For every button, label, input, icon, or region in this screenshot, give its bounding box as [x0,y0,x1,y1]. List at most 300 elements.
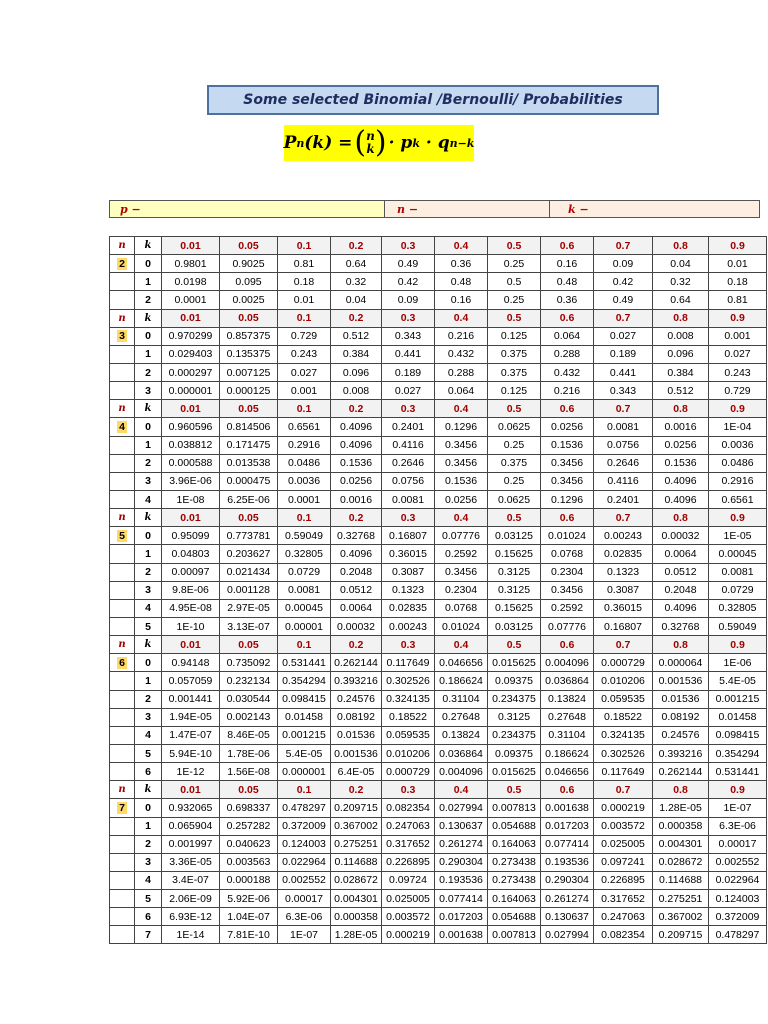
probability-cell: 0.288 [435,363,488,381]
table-row [110,472,767,490]
p-header-cell: 0.01 [162,400,220,418]
probability-cell: 0.000475 [220,472,278,490]
probability-cell: 0.3125 [488,563,541,581]
probability-cell: 0.000001 [162,382,220,400]
probability-cell: 6.93E-12 [162,908,220,926]
probability-cell: 0.531441 [278,654,331,672]
p-header-cell: 0.05 [220,400,278,418]
probability-cell: 5.92E-06 [220,890,278,908]
probability-cell: 0.003572 [594,817,653,835]
probability-cell: 0.193536 [541,853,594,871]
probability-cell: 0.04803 [162,545,220,563]
probability-cell: 7.81E-10 [220,926,278,944]
p-header-cell: 0.05 [220,781,278,799]
probability-cell: 0.03125 [488,617,541,635]
probability-cell: 1E-07 [709,799,767,817]
k-cell: 0 [135,799,162,817]
probability-cell: 0.03125 [488,527,541,545]
p-header-cell: 0.01 [162,636,220,654]
n-cell [110,908,135,926]
n-input-cell[interactable]: n − [385,201,550,217]
probability-cell: 0.1536 [653,454,709,472]
k-header: k [135,400,162,418]
probability-cell: 3.4E-07 [162,871,220,889]
formula-q-base: q [437,133,450,153]
p-header-cell: 0.5 [488,237,541,255]
probability-cell: 0.001215 [278,726,331,744]
probability-cell: 0.243 [278,345,331,363]
probability-cell: 0.171475 [220,436,278,454]
p-header-cell: 0.05 [220,509,278,527]
probability-cell: 6.3E-06 [278,908,331,926]
probability-cell: 0.015625 [488,654,541,672]
n-value-badge: 7 [119,801,125,814]
probability-cell: 0.0064 [653,545,709,563]
probability-cell: 0.814506 [220,418,278,436]
probability-cell: 0.32 [653,273,709,291]
probability-cell: 0.000064 [653,654,709,672]
probability-cell: 0.273438 [488,853,541,871]
probability-cell: 0.000001 [278,763,331,781]
probability-cell: 0.017203 [435,908,488,926]
probability-cell: 0.1536 [331,454,382,472]
probability-cell: 0.324135 [594,726,653,744]
k-cell: 0 [135,527,162,545]
probability-cell: 0.209715 [653,926,709,944]
probability-cell: 0.0016 [653,418,709,436]
probability-cell: 0.04 [653,255,709,273]
n-cell [110,345,135,363]
probability-cell: 0.49 [382,255,435,273]
probability-cell: 0.059535 [594,690,653,708]
formula-dot2: · [425,133,432,153]
k-cell: 1 [135,817,162,835]
probability-cell: 0.2592 [541,599,594,617]
binom-bottom: k [366,142,375,156]
formula-p: P [283,133,297,153]
k-cell: 4 [135,490,162,508]
table-row [110,255,767,273]
probability-cell: 0.3456 [435,563,488,581]
p-input-cell[interactable]: p − [110,201,385,217]
probability-cell: 0.698337 [220,799,278,817]
probability-cell: 0.004096 [435,763,488,781]
table-row [110,291,767,309]
k-cell: 0 [135,255,162,273]
probability-cell: 0.135375 [220,345,278,363]
p-header-cell: 0.6 [541,400,594,418]
probability-cell: 0.375 [488,363,541,381]
probability-cell: 5.94E-10 [162,744,220,762]
probability-cell: 0.01024 [541,527,594,545]
probability-cell: 0.003563 [220,853,278,871]
k-cell: 1 [135,273,162,291]
n-cell [110,472,135,490]
probability-cell: 0.2401 [382,418,435,436]
k-cell: 0 [135,654,162,672]
n-cell [110,291,135,309]
probability-cell: 0.036864 [435,744,488,762]
p-header-cell: 0.6 [541,509,594,527]
probability-cell: 0.432 [435,345,488,363]
p-header-cell: 0.1 [278,400,331,418]
p-header-cell: 0.4 [435,309,488,327]
probability-cell: 0.004301 [653,835,709,853]
p-header-cell: 0.2 [331,400,382,418]
probability-cell: 0.027 [709,345,767,363]
p-header-cell: 0.3 [382,309,435,327]
probability-cell: 0.302526 [382,672,435,690]
p-header-cell: 0.01 [162,237,220,255]
probability-cell: 0.203627 [220,545,278,563]
probability-cell: 1.78E-06 [220,744,278,762]
probability-cell: 0.036864 [541,672,594,690]
probability-cell: 0.017203 [541,817,594,835]
probability-cell: 1E-12 [162,763,220,781]
n-header: n [110,509,135,527]
probability-cell: 0.193536 [435,871,488,889]
probability-cell: 0.32805 [709,599,767,617]
probability-cell: 0.2592 [435,545,488,563]
probability-cell: 0.09375 [488,672,541,690]
probability-cell: 0.124003 [709,890,767,908]
probability-cell: 0.478297 [709,926,767,944]
probability-cell: 0.0036 [709,436,767,454]
table-row [110,672,767,690]
header-row [110,636,767,654]
probability-cell: 4.95E-08 [162,599,220,617]
probability-cell: 0.32805 [278,545,331,563]
p-header-cell: 0.2 [331,309,382,327]
probability-cell: 0.000729 [594,654,653,672]
p-header-cell: 0.4 [435,237,488,255]
table-row [110,581,767,599]
probability-cell: 0.00243 [594,527,653,545]
probability-cell: 0.24576 [653,726,709,744]
probability-cell: 6.25E-06 [220,490,278,508]
probability-cell: 0.082354 [382,799,435,817]
table-row [110,527,767,545]
table-row [110,708,767,726]
probability-cell: 0.18 [709,273,767,291]
header-row [110,400,767,418]
probability-cell: 3.13E-07 [220,617,278,635]
p-header-cell: 0.9 [709,509,767,527]
probability-cell: 0.125 [488,327,541,345]
probability-cell: 5.4E-05 [278,744,331,762]
n-cell [110,454,135,472]
n-cell [110,708,135,726]
probability-cell: 0.130637 [541,908,594,926]
n-cell [110,926,135,944]
probability-cell: 0.372009 [278,817,331,835]
probability-cell: 0.31104 [541,726,594,744]
binomial-coefficient: ( n k ) [354,125,387,160]
probability-cell: 0.512 [653,382,709,400]
probability-cell: 0.054688 [488,908,541,926]
probability-cell: 0.243 [709,363,767,381]
probability-cell: 0.226895 [594,871,653,889]
n-cell [110,617,135,635]
probability-cell: 0.3456 [435,436,488,454]
n-cell [110,363,135,381]
formula-k: k [312,133,325,153]
probability-cell: 0.0001 [278,490,331,508]
k-cell: 4 [135,599,162,617]
probability-cell: 0.2916 [709,472,767,490]
probability-cell: 0.028672 [653,853,709,871]
probability-cell: 0.216 [435,327,488,345]
probability-cell: 0.114688 [653,871,709,889]
probability-cell: 0.2048 [653,581,709,599]
probability-cell: 0.001536 [331,744,382,762]
k-cell: 6 [135,908,162,926]
probability-cell: 0.15625 [488,599,541,617]
formula-dot1: · [388,133,395,153]
n-header: n [110,237,135,255]
probability-cell: 0.32768 [331,527,382,545]
p-header-cell: 0.3 [382,237,435,255]
probability-cell: 0.027 [382,382,435,400]
probability-cell: 0.064 [541,327,594,345]
probability-cell: 0.0081 [382,490,435,508]
probability-cell: 0.077414 [541,835,594,853]
probability-cell: 0.002552 [278,871,331,889]
probability-cell: 0.01 [278,291,331,309]
table-row [110,763,767,781]
probability-cell: 0.0625 [488,418,541,436]
header-row [110,781,767,799]
probability-cell: 0.343 [594,382,653,400]
probability-cell: 0.065904 [162,817,220,835]
n-cell [110,545,135,563]
probability-cell: 0.0768 [435,599,488,617]
probability-cell: 0.01458 [709,708,767,726]
probability-cell: 0.186624 [541,744,594,762]
probability-cell: 0.1323 [594,563,653,581]
k-cell: 1 [135,672,162,690]
p-header-cell: 0.8 [653,636,709,654]
probability-cell: 0.59049 [278,527,331,545]
probability-cell: 1E-07 [278,926,331,944]
probability-cell: 0.275251 [331,835,382,853]
header-row [110,309,767,327]
probability-cell: 0.16 [435,291,488,309]
probability-cell: 0.0198 [162,273,220,291]
probability-cell: 0.290304 [541,871,594,889]
probability-cell: 0.432 [541,363,594,381]
probability-cell: 0.32768 [653,617,709,635]
k-input-cell[interactable]: k − [550,201,759,217]
probability-cell: 0.970299 [162,327,220,345]
probability-cell: 0.2048 [331,563,382,581]
k-cell: 5 [135,890,162,908]
probability-cell: 0.2401 [594,490,653,508]
probability-cell: 0.1536 [435,472,488,490]
k-cell: 7 [135,926,162,944]
probability-cell: 0.008 [331,382,382,400]
table-row [110,690,767,708]
probability-cell: 0.077414 [435,890,488,908]
n-cell [110,726,135,744]
probability-cell: 0.25 [488,291,541,309]
probability-cell: 0.0729 [709,581,767,599]
n-cell [110,853,135,871]
table-row [110,436,767,454]
p-header-cell: 0.01 [162,309,220,327]
probability-cell: 0.932065 [162,799,220,817]
probability-cell: 0.000219 [594,799,653,817]
formula-sub-n: n [296,136,305,150]
probability-cell: 0.000297 [162,363,220,381]
probability-cell: 0.054688 [488,817,541,835]
n-cell [110,599,135,617]
probability-cell: 0.000358 [331,908,382,926]
probability-cell: 0.010206 [594,672,653,690]
probability-cell: 0.64 [331,255,382,273]
n-cell [110,871,135,889]
probability-cell: 0.010206 [382,744,435,762]
k-cell: 3 [135,853,162,871]
p-header-cell: 0.7 [594,400,653,418]
table-row [110,345,767,363]
probability-cell: 0.001441 [162,690,220,708]
input-row [109,200,760,218]
probability-cell: 0.4096 [331,418,382,436]
probability-cell: 0.343 [382,327,435,345]
probability-cell: 0.082354 [594,926,653,944]
probability-cell: 0.002143 [220,708,278,726]
probability-cell: 0.13824 [435,726,488,744]
n-cell [110,327,135,345]
n-cell [110,690,135,708]
probability-cell: 0.36 [435,255,488,273]
probability-cell: 0.31104 [435,690,488,708]
k-cell: 2 [135,291,162,309]
n-header: n [110,309,135,327]
n-value-badge: 5 [119,529,125,542]
probability-cell: 0.372009 [709,908,767,926]
probability-cell: 0.3087 [594,581,653,599]
probability-cell: 0.3087 [382,563,435,581]
table-row [110,654,767,672]
n-cell [110,654,135,672]
table-row [110,327,767,345]
p-header-cell: 0.8 [653,781,709,799]
probability-cell: 0.004096 [541,654,594,672]
probability-cell: 0.046656 [435,654,488,672]
probability-cell: 0.000219 [382,926,435,944]
probability-cell: 1E-04 [709,418,767,436]
p-header-cell: 0.5 [488,781,541,799]
probability-cell: 0.027 [594,327,653,345]
n-header: n [110,636,135,654]
probability-cell: 0.2304 [541,563,594,581]
probability-cell: 0.000588 [162,454,220,472]
probability-cell: 0.059535 [382,726,435,744]
p-header-cell: 0.9 [709,309,767,327]
p-header-cell: 0.3 [382,636,435,654]
table-row [110,599,767,617]
table-row [110,890,767,908]
probability-cell: 1.47E-07 [162,726,220,744]
probability-cell: 0.095 [220,273,278,291]
probability-cell: 1E-05 [709,527,767,545]
probability-cell: 0.4116 [594,472,653,490]
header-row [110,237,767,255]
k-cell: 2 [135,363,162,381]
probability-cell: 0.5 [488,273,541,291]
p-header-cell: 0.7 [594,509,653,527]
probability-cell: 0.0016 [331,490,382,508]
probability-cell: 0.125 [488,382,541,400]
probability-cell: 0.317652 [594,890,653,908]
probability-cell: 0.01536 [653,690,709,708]
p-header-cell: 0.5 [488,400,541,418]
probability-cell: 0.729 [278,327,331,345]
p-header-cell: 0.6 [541,781,594,799]
probability-cell: 8.46E-05 [220,726,278,744]
probability-cell: 2.97E-05 [220,599,278,617]
probability-cell: 0.00243 [382,617,435,635]
probability-cell: 1.94E-05 [162,708,220,726]
n-value-badge: 6 [119,656,125,669]
probability-cell: 0.003572 [382,908,435,926]
p-header-cell: 0.8 [653,400,709,418]
probability-cell: 0.4096 [653,599,709,617]
table-row [110,744,767,762]
probability-cell: 0.0729 [278,563,331,581]
p-header-cell: 0.05 [220,237,278,255]
probability-cell: 0.4096 [653,490,709,508]
k-cell: 2 [135,690,162,708]
p-header-cell: 0.4 [435,400,488,418]
header-row [110,509,767,527]
k-header: k [135,309,162,327]
probability-cell: 0.531441 [709,763,767,781]
probability-cell: 0.09 [594,255,653,273]
n-header: n [110,781,135,799]
table-row [110,817,767,835]
probability-cell: 0.013538 [220,454,278,472]
probability-cell: 0.36 [541,291,594,309]
n-cell [110,672,135,690]
table-row [110,545,767,563]
probability-cell: 0.735092 [220,654,278,672]
probability-cell: 0.00032 [331,617,382,635]
p-header-cell: 0.2 [331,237,382,255]
probability-cell: 0.773781 [220,527,278,545]
probability-cell: 0.09375 [488,744,541,762]
probability-cell: 0.000729 [382,763,435,781]
p-header-cell: 0.2 [331,636,382,654]
probability-cell: 0.09724 [382,871,435,889]
probability-cell: 0.302526 [594,744,653,762]
k-cell: 4 [135,871,162,889]
page-title: Some selected Binomial /Bernoulli/ Probabilities [207,85,659,115]
probability-cell: 0.028672 [331,871,382,889]
p-header-cell: 0.5 [488,509,541,527]
p-header-cell: 0.7 [594,309,653,327]
probability-cell: 0.08192 [653,708,709,726]
probability-cell: 0.9025 [220,255,278,273]
probability-cell: 0.2916 [278,436,331,454]
p-header-cell: 0.9 [709,636,767,654]
probability-cell: 0.1536 [541,436,594,454]
p-header-cell: 0.9 [709,237,767,255]
k-cell: 6 [135,763,162,781]
table-row [110,617,767,635]
